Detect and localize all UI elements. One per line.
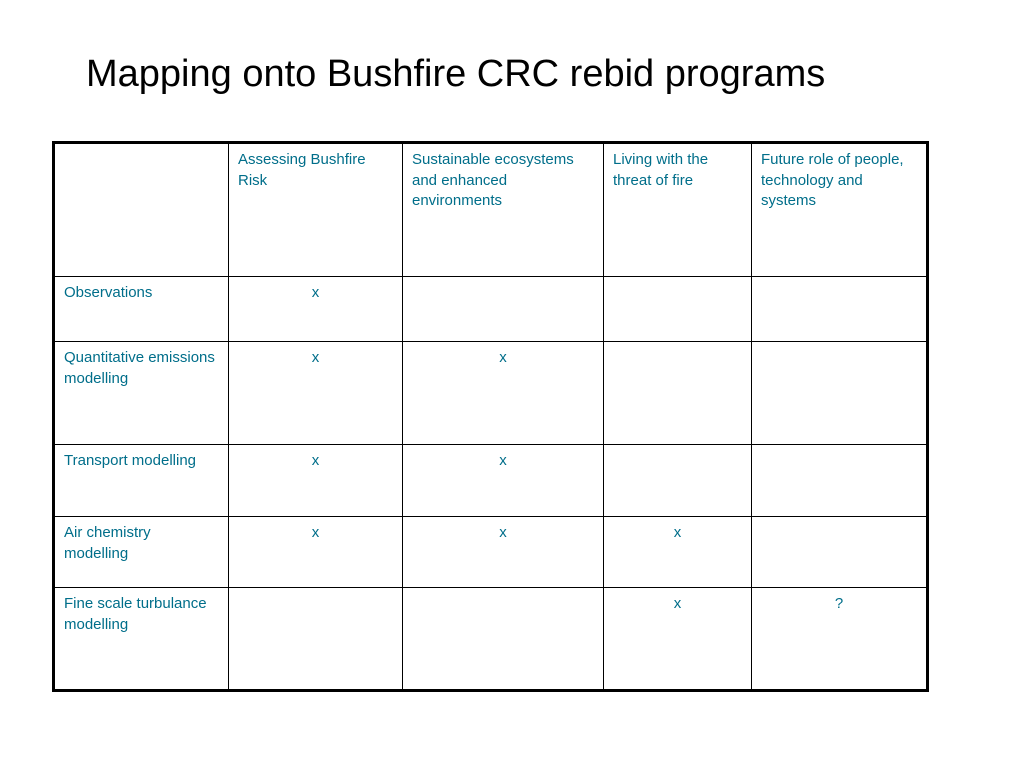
table-cell — [604, 277, 752, 342]
table-cell: x — [403, 445, 604, 517]
table-cell — [752, 445, 928, 517]
column-header: Living with the threat of fire — [604, 143, 752, 277]
table-row — [54, 588, 928, 691]
row-label: Transport modelling — [54, 445, 229, 517]
table-cell: ? — [752, 588, 928, 691]
table-cell — [752, 517, 928, 588]
table-cell: x — [604, 517, 752, 588]
table-cell — [403, 588, 604, 691]
corner-cell — [54, 143, 229, 277]
table-cell — [604, 342, 752, 445]
row-label: Air chemistry modelling — [54, 517, 229, 588]
programs-mapping-table — [52, 141, 929, 692]
table-row — [54, 342, 928, 445]
table-row — [54, 517, 928, 588]
table-cell: x — [403, 517, 604, 588]
table-cell — [604, 445, 752, 517]
table-row — [54, 445, 928, 517]
table-cell — [403, 277, 604, 342]
table-cell: x — [229, 445, 403, 517]
table-cell — [752, 342, 928, 445]
row-label: Observations — [54, 277, 229, 342]
table-cell — [752, 277, 928, 342]
table-cell: x — [403, 342, 604, 445]
table-cell: x — [229, 517, 403, 588]
column-header: Future role of people, technology and systems — [752, 143, 928, 277]
row-label: Fine scale turbulance modelling — [54, 588, 229, 691]
table-row — [54, 277, 928, 342]
row-label: Quantitative emissions modelling — [54, 342, 229, 445]
table-cell: x — [229, 342, 403, 445]
table-cell — [229, 588, 403, 691]
table-header-row — [54, 143, 928, 277]
table-cell: x — [229, 277, 403, 342]
table-cell: x — [604, 588, 752, 691]
column-header: Sustainable ecosystems and enhanced environments — [403, 143, 604, 277]
column-header: Assessing Bushfire Risk — [229, 143, 403, 277]
slide-title: Mapping onto Bushfire CRC rebid programs — [86, 53, 826, 95]
